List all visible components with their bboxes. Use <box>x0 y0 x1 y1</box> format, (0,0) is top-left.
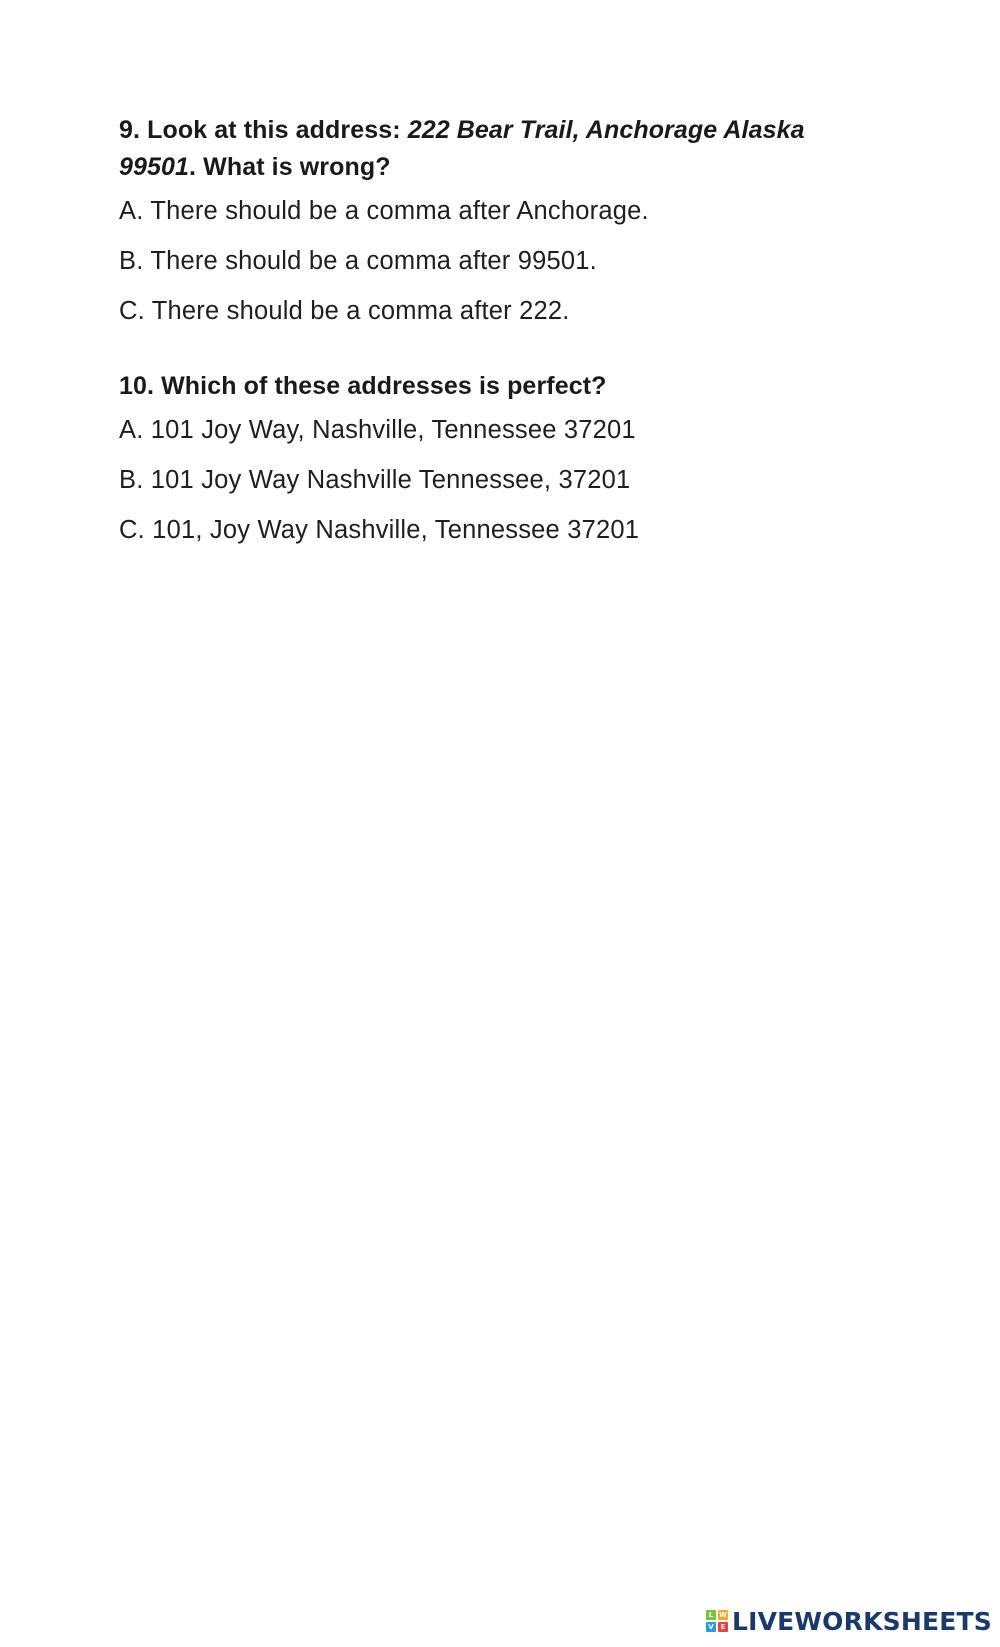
question-10-prompt: 10. Which of these addresses is perfect? <box>119 372 607 400</box>
question-10-option-c[interactable]: C. 101, Joy Way Nashville, Tennessee 37201 <box>119 516 640 544</box>
question-10 <box>119 368 879 545</box>
question-10-option-a[interactable]: A. 101 Joy Way, Nashville, Tennessee 37201 <box>119 416 636 444</box>
question-10-option-b[interactable]: B. 101 Joy Way Nashville Tennessee, 37201 <box>119 466 631 494</box>
liveworksheets-logo-text: LIVEWORKSHEETS <box>731 1606 992 1636</box>
question-9-prefix: 9. Look at this address: <box>119 116 408 144</box>
logo-mark-tile: V <box>706 1622 716 1632</box>
question-9-option-b[interactable]: B. There should be a comma after 99501. <box>119 247 597 275</box>
logo-mark-tile: L <box>706 1610 716 1620</box>
question-9-option-a[interactable]: A. There should be a comma after Anchorage. <box>119 197 649 225</box>
logo-mark-tile: E <box>718 1622 728 1632</box>
question-9-address: 222 Bear Trail, Anchorage Alaska 99501 <box>119 116 805 181</box>
worksheet-page <box>119 112 879 587</box>
question-9-suffix: . What is wrong? <box>189 153 391 181</box>
liveworksheets-logo <box>706 1603 992 1639</box>
logo-mark-tile: W <box>719 1611 727 1619</box>
question-9 <box>119 112 879 326</box>
question-9-prompt <box>119 112 879 186</box>
question-9-option-c[interactable]: C. There should be a comma after 222. <box>119 297 570 325</box>
liveworksheets-logo-icon <box>706 1610 728 1632</box>
